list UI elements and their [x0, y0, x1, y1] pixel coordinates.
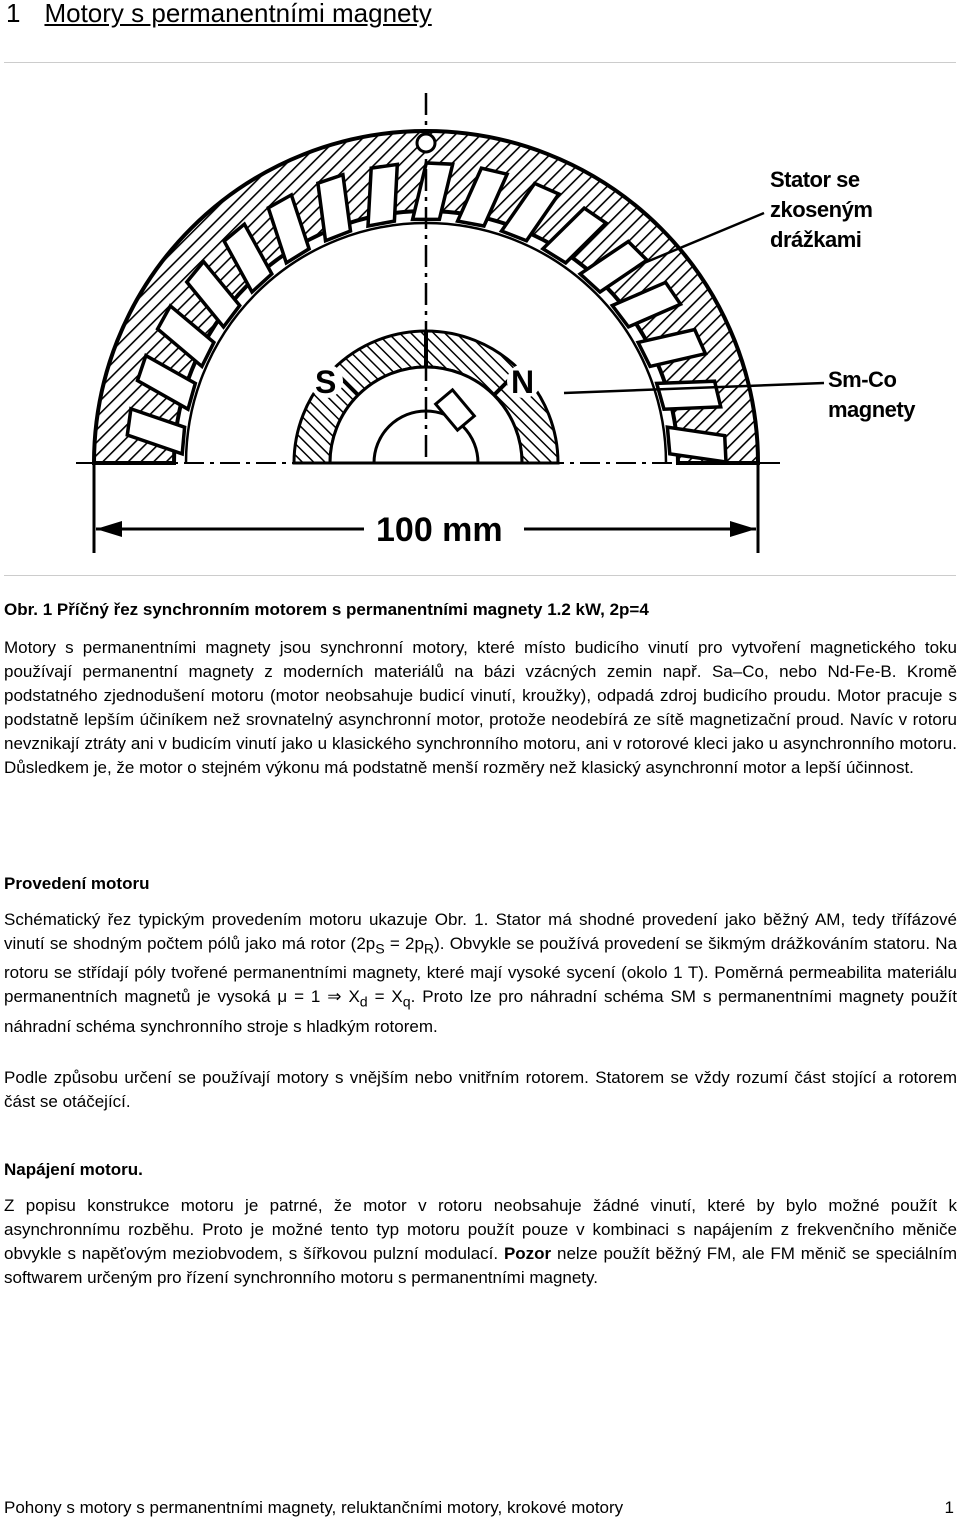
- intro-paragraph: Motory s permanentními magnety jsou synchronní motory, které místo budicího vinutí pro vytvoření magnetického toku používají permanentní magnety z moderních materiálů na bázi vzácných zemin např. Sa–Co, nebo Nd-Fe-B. Kromě podstatného zjednodušení motoru (motor neobsahuje budicí vinutí, kroužky), odpadá zdroj budicího proudu. Motor pracuje s podstatně lepším účiníkem než srovnatelný asynchronní motor, protože neodebírá ze sítě magnetizační proud. Navíc v rotoru nevznikají ztráty ani v budicím vinutí jako u klasického synchronního motoru, ani v rotorové kleci jako u asynchronního motoru. Důsledkem je, že motor o stejném výkonu má podstatně menší rozměry než klasický asynchronní motor a lepší účinnost.: [4, 638, 957, 777]
- magnet-label-line-2: magnety: [828, 397, 915, 422]
- motor-drawing: [4, 63, 956, 575]
- magnet-label: [828, 365, 915, 425]
- page-number: 1: [944, 1498, 954, 1517]
- pozor-emphasis: Pozor: [503, 1244, 552, 1263]
- page-heading: [6, 0, 432, 29]
- section-title-provedeni: Provedení motoru: [4, 874, 150, 893]
- motor-cross-section-figure: [4, 62, 956, 576]
- stator-slot: [657, 381, 721, 409]
- page-footer: Pohony s motory s permanentními magnety, reluktančními motory, krokové motory: [4, 1498, 624, 1517]
- heading-title: Motory s permanentními magnety: [44, 0, 432, 28]
- provedeni-paragraph-1: Schématický řez typickým provedením motoru ukazuje Obr. 1. Stator má shodné provedení jako běžný AM, tedy třífázové vinutí se shodným počtem pólů jako má rotor $(2p_S = 2p_R)$. Obvykle se používá provedení se šikmým drážkováním statoru. Na rotoru se střídají póly tvořené permanentními magnety, které mají vysoké sycení (okolo 1 T). Poměrná permeabilita materiálu permanentních magnetů je vysoká μ = 1 ⇒ $X_d = X_q$. Proto lze pro náhradní schéma SM s permanentními magnety použít náhradní schéma synchronního stroje s hladkým rotorem.: [4, 910, 958, 1036]
- stator-label-line-2: zkoseným: [770, 197, 873, 222]
- pole-n-label: N: [511, 364, 535, 400]
- stator-slot: [318, 175, 351, 241]
- stator-slot: [368, 164, 397, 226]
- provedeni-paragraph-2: Podle způsobu určení se používají motory s vnějším nebo vnitřním rotorem. Statorem se vždy rozumí část stojící a rotorem část se otáčející.: [4, 1068, 957, 1111]
- stator-label-line-1: Stator se: [770, 167, 860, 192]
- section-title-napajeni: Napájení motoru.: [4, 1160, 143, 1179]
- figure-caption: Obr. 1 Příčný řez synchronním motorem s permanentními magnety 1.2 kW, 2p=4: [4, 600, 649, 619]
- heading-number: 1: [6, 0, 21, 28]
- stator-label: [770, 165, 872, 255]
- dimension-label: 100 mm: [376, 511, 503, 549]
- stator-label-line-3: drážkami: [770, 227, 862, 252]
- napajeni-paragraph: Z popisu konstrukce motoru je patrné, že motor v rotoru neobsahuje žádné vinutí, které by bylo možné použít k asynchronnímu rozběhu. Proto je možné tento typ motoru použít pouze v kombinaci s napájením z frekvenčního měniče obvykle s napěťovým meziobvodem, s šířkovou pulzní modulací. Pozor nelze použít běžný FM, ale FM měnič se speciálním softwarem určeným pro řízení synchronního motoru s permanentními magnety.: [4, 1196, 957, 1287]
- magnet-label-line-1: Sm-Co: [828, 367, 897, 392]
- pole-s-label: S: [315, 364, 337, 400]
